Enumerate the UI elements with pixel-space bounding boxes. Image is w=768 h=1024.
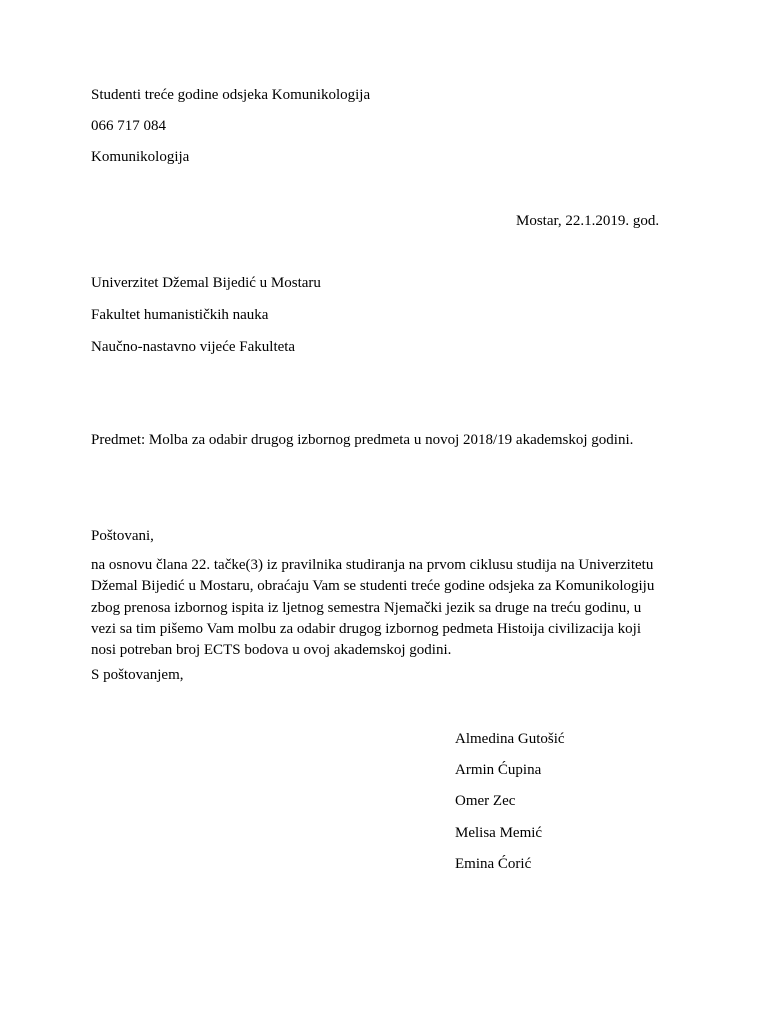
signatory-name: Emina Ćorić: [455, 856, 532, 872]
body-line: nosi potreban broj ECTS bodova u ovoj akademskoj godini.: [91, 642, 452, 659]
body-line: Džemal Bijedić u Mostaru, obraćaju Vam se studenti treće godine odsjeka za Komunikologiju: [91, 578, 655, 595]
sender-name: Studenti treće godine odsjeka Komunikologija: [91, 87, 371, 103]
sender-phone: 066 717 084: [91, 118, 166, 134]
letter-body: [91, 555, 691, 661]
sender-department: Komunikologija: [91, 149, 190, 165]
salutation: Poštovani,: [91, 528, 154, 544]
body-line: zbog prenosa izbornog ispita iz ljetnog semestra Njemački jezik sa druge na treću godinu, u: [91, 599, 642, 616]
recipient-faculty: Fakultet humanističkih nauka: [91, 307, 269, 323]
body-line: na osnovu člana 22. tačke(3) iz pravilnika studiranja na prvom ciklusu studija na Univerzitetu: [91, 557, 654, 573]
place-date: Mostar, 22.1.2019. god.: [516, 213, 660, 229]
recipient-council: Naučno-nastavno vijeće Fakulteta: [91, 339, 296, 355]
closing: S poštovanjem,: [91, 667, 184, 683]
signatory-name: Almedina Gutošić: [455, 731, 565, 747]
body-line: vezi sa tim pišemo Vam molbu za odabir drugog izbornog pedmeta Histoija civilizacija koji: [91, 620, 642, 637]
signatory-name: Armin Ćupina: [455, 762, 542, 778]
recipient-university: Univerzitet Džemal Bijedić u Mostaru: [91, 275, 321, 291]
signatory-name: Melisa Memić: [455, 825, 543, 841]
subject-line: Predmet: Molba za odabir drugog izbornog predmeta u novoj 2018/19 akademskoj godini.: [91, 432, 634, 448]
signatory-name: Omer Zec: [455, 793, 516, 809]
